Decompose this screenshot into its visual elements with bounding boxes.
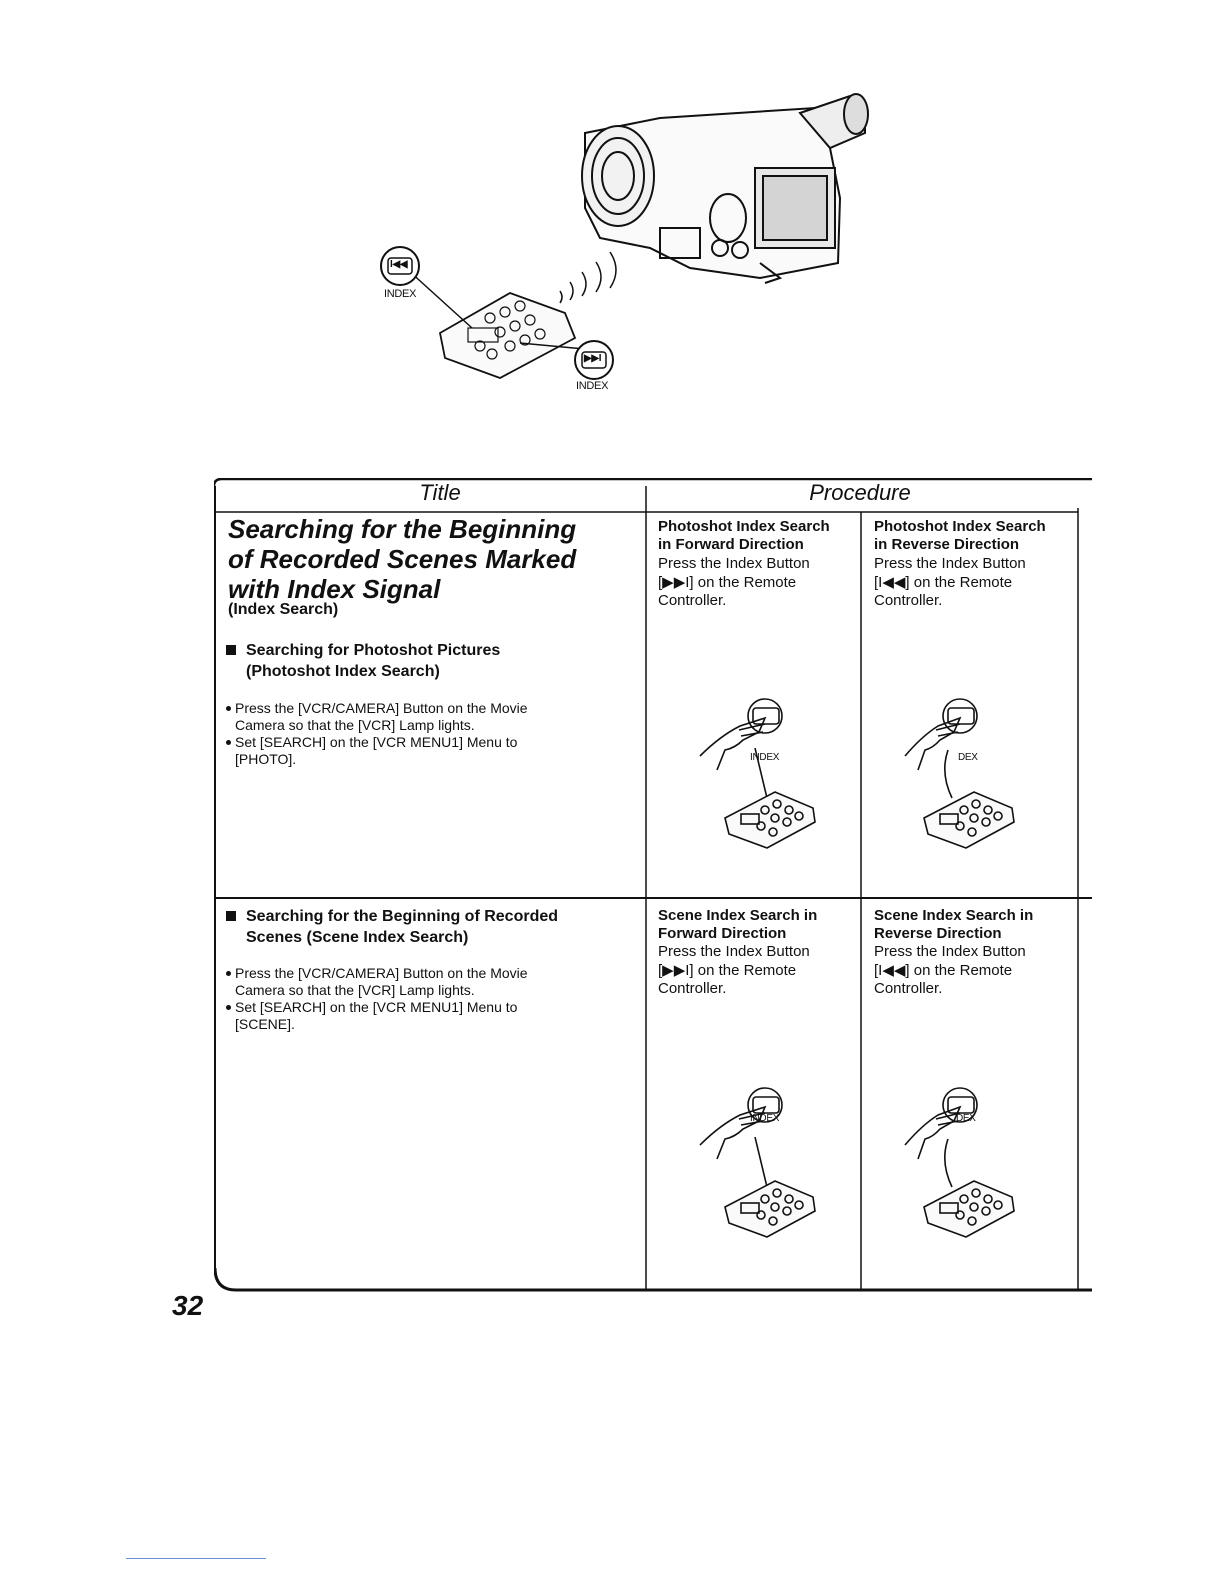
footer-rule: [126, 1558, 266, 1559]
photoshot-reverse-illus-label: DEX: [958, 752, 978, 763]
camcorder-icon: [360, 88, 880, 408]
scene-forward-heading-line-1: Scene Index Search in: [658, 907, 818, 924]
index-label-left: INDEX: [384, 288, 417, 300]
photoshot-reverse-body-line-3: Controller.: [874, 592, 943, 609]
scene-reverse-heading-line-2: Reverse Direction: [874, 925, 1002, 942]
title-line-3: with Index Signal: [228, 574, 441, 604]
hand-remote-icon: [900, 1077, 1040, 1257]
scene-bullet-2-line-2: [SCENE].: [235, 1016, 295, 1032]
scene-forward-body-line-2: [▶▶I] on the Remote: [658, 961, 797, 979]
photoshot-reverse-heading: [874, 518, 1074, 554]
photoshot-reverse-hand-illustration: [900, 688, 1040, 868]
hand-remote-icon: [695, 1077, 835, 1257]
scene-reverse-body-line-3: Controller.: [874, 980, 943, 997]
photoshot-forward-body-line-2: [▶▶I] on the Remote: [658, 573, 797, 591]
scene-section-heading: [226, 906, 656, 948]
scene-reverse-heading-line-1: Scene Index Search in: [874, 907, 1034, 924]
scene-forward-heading-line-2: Forward Direction: [658, 925, 787, 942]
photoshot-forward-body: [658, 555, 858, 611]
photoshot-forward-illus-label: INDEX: [750, 752, 780, 763]
photoshot-section-heading: [226, 640, 646, 682]
hand-remote-icon: [695, 688, 835, 868]
photoshot-bullets: [226, 700, 626, 768]
photoshot-bullet-1-line-2: Camera so that the [VCR] Lamp lights.: [235, 717, 475, 733]
scene-bullet-1-line-2: Camera so that the [VCR] Lamp lights.: [235, 982, 475, 998]
scene-reverse-body: [874, 943, 1074, 999]
photoshot-bullet-2: [226, 734, 626, 768]
scene-forward-hand-illustration: [695, 1077, 835, 1257]
hand-remote-icon: [900, 688, 1040, 868]
scene-bullet-2: [226, 999, 626, 1033]
scene-heading-line-2: Scenes (Scene Index Search): [246, 929, 469, 946]
camcorder-remote-illustration: [360, 88, 880, 408]
photoshot-bullet-2-line-1: Set [SEARCH] on the [VCR MENU1] Menu to: [235, 734, 518, 750]
column-header-procedure: Procedure: [809, 480, 911, 505]
scene-bullet-2-line-1: Set [SEARCH] on the [VCR MENU1] Menu to: [235, 999, 518, 1015]
reverse-button-glyph: I◀◀: [390, 259, 408, 270]
photoshot-reverse-body-line-1: Press the Index Button: [874, 555, 1026, 572]
scene-reverse-body-line-2: [I◀◀] on the Remote: [874, 961, 1013, 979]
scene-reverse-illus-label: DEX: [956, 1113, 976, 1124]
photoshot-forward-heading: [658, 518, 858, 554]
page-title: [228, 514, 628, 604]
photoshot-forward-body-line-3: Controller.: [658, 592, 727, 609]
photoshot-bullet-1-line-1: Press the [VCR/CAMERA] Button on the Movie: [235, 700, 528, 716]
photoshot-bullet-1: [226, 700, 626, 734]
scene-bullets: [226, 965, 626, 1033]
square-bullet-icon: [226, 645, 236, 655]
photoshot-forward-heading-line-1: Photoshot Index Search: [658, 518, 830, 535]
title-line-2: of Recorded Scenes Marked: [228, 544, 577, 574]
title-subtitle: (Index Search): [228, 601, 339, 618]
photoshot-reverse-body: [874, 555, 1074, 611]
scene-bullet-1: [226, 965, 626, 999]
title-line-1: Searching for the Beginning: [228, 514, 577, 544]
scene-reverse-body-line-1: Press the Index Button: [874, 943, 1026, 960]
photoshot-forward-body-line-1: Press the Index Button: [658, 555, 810, 572]
photoshot-heading-line-1: Searching for Photoshot Pictures: [246, 642, 501, 659]
scene-forward-body-line-1: Press the Index Button: [658, 943, 810, 960]
scene-forward-illus-label: INDEX: [750, 1113, 780, 1124]
scene-forward-heading: [658, 907, 858, 943]
square-bullet-icon: [226, 911, 236, 921]
scene-forward-body-line-3: Controller.: [658, 980, 727, 997]
photoshot-reverse-heading-line-2: in Reverse Direction: [874, 536, 1020, 553]
page-number: 32: [172, 1290, 204, 1321]
photoshot-bullet-2-line-2: [PHOTO].: [235, 751, 297, 767]
scene-reverse-heading: [874, 907, 1074, 943]
photoshot-reverse-heading-line-1: Photoshot Index Search: [874, 518, 1046, 535]
photoshot-forward-heading-line-2: in Forward Direction: [658, 536, 804, 553]
photoshot-forward-hand-illustration: [695, 688, 835, 868]
photoshot-reverse-body-line-2: [I◀◀] on the Remote: [874, 573, 1013, 591]
scene-bullet-1-line-1: Press the [VCR/CAMERA] Button on the Movie: [235, 965, 528, 981]
index-label-right: INDEX: [576, 380, 609, 392]
forward-button-glyph: ▶▶I: [584, 353, 602, 364]
scene-reverse-hand-illustration: [900, 1077, 1040, 1257]
scene-heading-line-1: Searching for the Beginning of Recorded: [246, 908, 559, 925]
scene-forward-body: [658, 943, 858, 999]
photoshot-heading-line-2: (Photoshot Index Search): [246, 663, 440, 680]
column-header-title: Title: [419, 480, 461, 505]
